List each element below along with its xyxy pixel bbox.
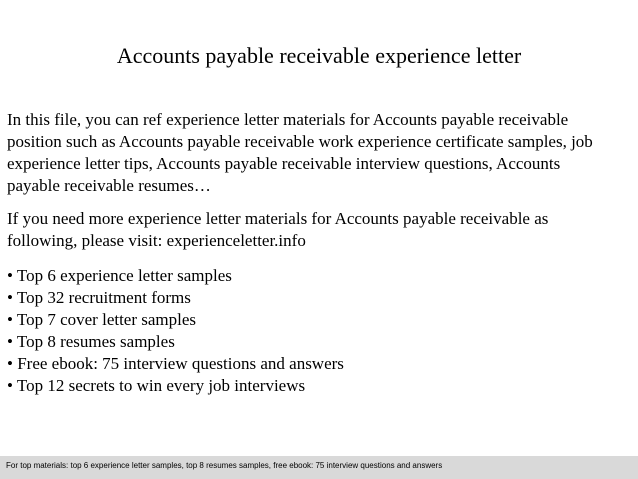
- footer-bar: [0, 456, 638, 479]
- intro-line: In this file, you can ref experience letter materials for Accounts payable receivable: [7, 110, 569, 129]
- page-title: Accounts payable receivable experience letter: [116, 43, 522, 68]
- intro-line: position such as Accounts payable receivable work experience certificate samples, job: [7, 132, 593, 151]
- bullet-item-cover-letter-samples: • Top 7 cover letter samples: [7, 310, 197, 329]
- intro-line: payable receivable resumes…: [7, 176, 211, 195]
- bullet-list: [7, 265, 635, 397]
- more-info-line: following, please visit: experienceletter.info: [7, 231, 306, 250]
- more-info-paragraph: [7, 208, 635, 252]
- bullet-item-experience-letter-samples: • Top 6 experience letter samples: [7, 266, 232, 285]
- bullet-item-resumes-samples: • Top 8 resumes samples: [7, 332, 175, 351]
- intro-paragraph: [7, 109, 635, 197]
- bullet-item-interview-secrets: • Top 12 secrets to win every job interviews: [7, 376, 306, 395]
- bullet-item-free-ebook: • Free ebook: 75 interview questions and answers: [7, 354, 344, 373]
- footer-text: For top materials: top 6 experience letter samples, top 8 resumes samples, free ebook: 75 interview questions and answers: [6, 461, 443, 470]
- more-info-line: If you need more experience letter materials for Accounts payable receivable as: [7, 209, 549, 228]
- intro-line: experience letter tips, Accounts payable receivable interview questions, Accounts: [7, 154, 561, 173]
- bullet-item-recruitment-forms: • Top 32 recruitment forms: [7, 288, 191, 307]
